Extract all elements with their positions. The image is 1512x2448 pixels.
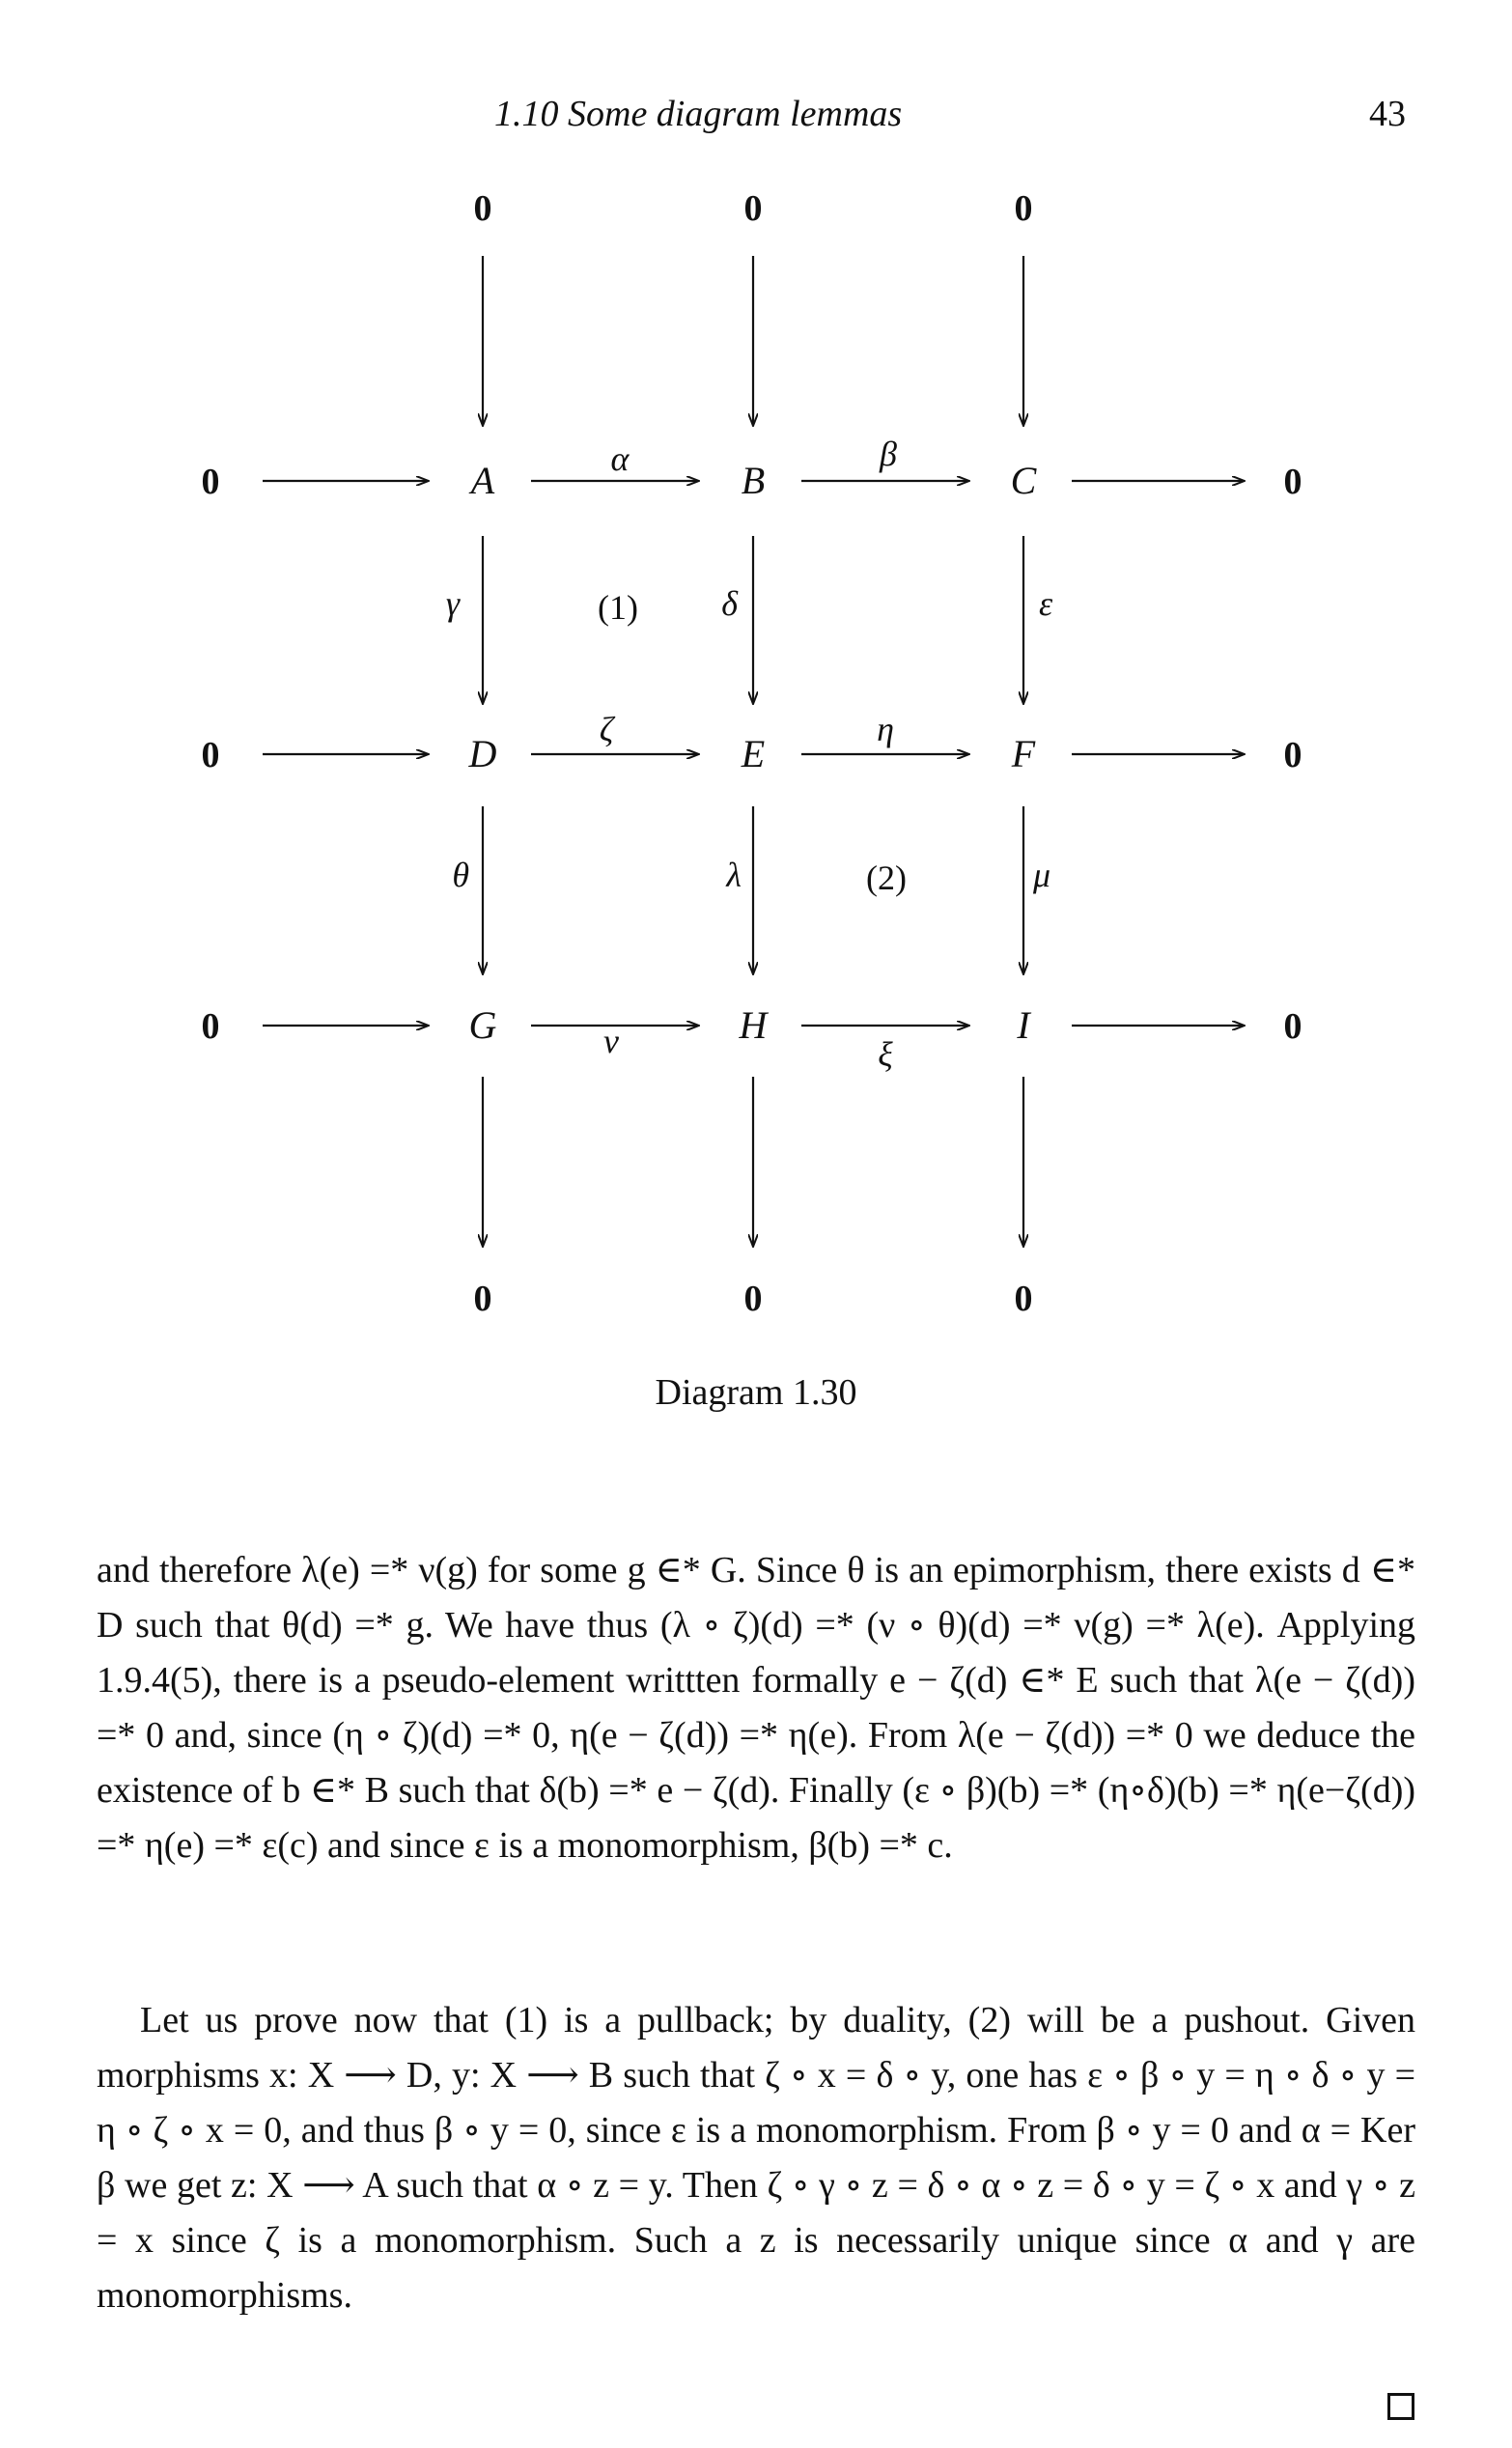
- commutative-diagram: [0, 164, 1512, 1362]
- object-C: C: [1010, 459, 1037, 502]
- zero-bottom-left: 0: [473, 1279, 492, 1319]
- label-xi: ξ: [878, 1035, 893, 1074]
- object-B: B: [741, 459, 766, 502]
- zero-top-left: 0: [473, 188, 492, 229]
- label-alpha: α: [610, 439, 630, 478]
- zero-left-row1: 0: [201, 462, 220, 502]
- object-I: I: [1017, 1003, 1030, 1047]
- zero-right-row1: 0: [1283, 462, 1302, 502]
- page-header: [0, 93, 1512, 151]
- zero-left-row3: 0: [201, 1006, 220, 1047]
- label-beta: β: [880, 435, 897, 473]
- object-D: D: [468, 732, 497, 775]
- paragraph-pullback-proof: Let us prove now that (1) is a pullback; by duality, (2) will be a pushout. Given morphisms x: X ⟶ D, y: X ⟶ B such that ζ ∘ x = δ ∘ y, one has ε ∘ β ∘ y = η ∘ δ ∘ y = η ∘ ζ ∘ x = 0, and thus β ∘ y = 0, since ε is a monomorphism. From β ∘ y = 0 and α = Ker β we get z: X ⟶ A such that α ∘ z = y. Then ζ ∘ γ ∘ z = δ ∘ α ∘ z = δ ∘ y = ζ ∘ x and γ ∘ z = x since ζ is a monomorphism. Such a z is necessarily unique since α and γ are monomorphisms.: [97, 2000, 1416, 2316]
- paragraph-proof-continuation: and therefore λ(e) =* ν(g) for some g ∈* G. Since θ is an epimorphism, there exists d ∈* D such that θ(d) =* g. We have thus (λ ∘ ζ)(d) =* (ν ∘ θ)(d) =* ν(g) =* λ(e). Applying 1.9.4(5), there is a pseudo-element writtten formally e − ζ(d) ∈* E such that λ(e − ζ(d)) =* 0 and, since (η ∘ ζ)(d) =* 0, η(e − ζ(d)) =* η(e). From λ(e − ζ(d)) =* 0 we deduce the existence of b ∈* B such that δ(b) =* e − ζ(d). Finally (ε ∘ β)(b) =* (η∘δ)(b) =* η(e−ζ(d)) =* η(e) =* ε(c) and since ε is a monomorphism, β(b) =* c.: [97, 1550, 1415, 1866]
- label-theta: θ: [452, 856, 469, 894]
- object-E: E: [741, 732, 766, 775]
- zero-top-right: 0: [1014, 188, 1033, 229]
- label-gamma: γ: [445, 584, 460, 623]
- zero-left-row2: 0: [201, 735, 220, 775]
- label-epsilon: ε: [1039, 584, 1053, 623]
- object-G: G: [468, 1003, 497, 1047]
- label-mu: μ: [1033, 856, 1051, 894]
- qed-square-icon: [1387, 2393, 1414, 2420]
- zero-right-row3: 0: [1283, 1006, 1302, 1047]
- running-title: 1.10 Some diagram lemmas: [494, 94, 903, 134]
- zero-top-middle: 0: [743, 188, 763, 229]
- zero-bottom-right: 0: [1014, 1279, 1033, 1319]
- region-label-1: (1): [598, 588, 638, 627]
- label-zeta: ζ: [599, 710, 614, 748]
- zero-right-row2: 0: [1283, 735, 1302, 775]
- object-F: F: [1011, 732, 1036, 775]
- zero-bottom-middle: 0: [743, 1279, 763, 1319]
- object-A: A: [470, 459, 495, 502]
- region-label-2: (2): [866, 858, 907, 897]
- page-number: 43: [1369, 94, 1406, 134]
- object-H: H: [739, 1003, 768, 1047]
- label-delta: δ: [721, 584, 738, 623]
- diagram-caption: Diagram 1.30: [655, 1372, 857, 1413]
- label-lambda: λ: [726, 856, 742, 894]
- label-eta: η: [877, 710, 894, 748]
- label-nu: ν: [603, 1022, 619, 1060]
